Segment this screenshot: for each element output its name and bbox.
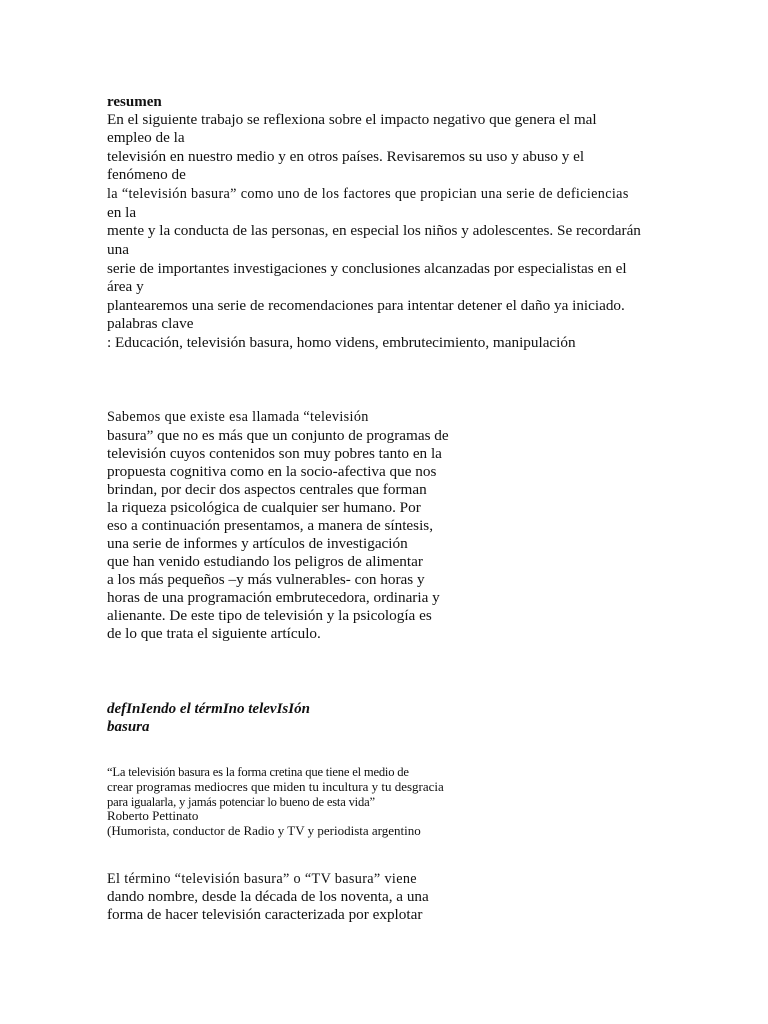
intro-line: una serie de informes y artículos de investigación xyxy=(107,535,408,552)
section-title: basura xyxy=(107,719,150,735)
closing-line: El término “televisión basura” o “TV basura” viene xyxy=(107,871,417,887)
resumen-line: área y xyxy=(107,278,144,295)
intro-line: alienante. De este tipo de televisión y la psicología es xyxy=(107,607,432,624)
closing-line: dando nombre, desde la década de los noventa, a una xyxy=(107,888,429,905)
resumen-line: la “televisión basura” como uno de los factores que propician una serie de deficiencias xyxy=(107,186,629,202)
intro-line: que han venido estudiando los peligros de alimentar xyxy=(107,553,423,570)
intro-line: televisión cuyos contenidos son muy pobres tanto en la xyxy=(107,445,442,462)
resumen-line: En el siguiente trabajo se reflexiona sobre el impacto negativo que genera el mal xyxy=(107,111,597,128)
resumen-line: en la xyxy=(107,204,137,221)
intro-line: brindan, por decir dos aspectos centrales que forman xyxy=(107,481,427,498)
resumen-line: serie de importantes investigaciones y conclusiones alcanzadas por especialistas en el xyxy=(107,260,627,277)
resumen-line: mente y la conducta de las personas, en especial los niños y adolescentes. Se recordarán xyxy=(107,222,641,239)
closing-line: forma de hacer televisión caracterizada por explotar xyxy=(107,906,423,923)
intro-line: eso a continuación presentamos, a manera de síntesis, xyxy=(107,517,434,534)
resumen-line: una xyxy=(107,241,129,258)
resumen-heading: resumen xyxy=(107,94,162,110)
intro-line: Sabemos que existe esa llamada “televisión xyxy=(107,409,369,425)
intro-line: horas de una programación embrutecedora, ordinaria y xyxy=(107,589,440,606)
intro-line: propuesta cognitiva como en la socio-afectiva que nos xyxy=(107,463,437,480)
intro-line: de lo que trata el siguiente artículo. xyxy=(107,625,321,642)
quote-line: “La televisión basura es la forma cretina que tiene el medio de xyxy=(107,765,409,779)
intro-line: basura” que no es más que un conjunto de programas de xyxy=(107,427,449,444)
keywords-list: : Educación, televisión basura, homo videns, embrutecimiento, manipulación xyxy=(107,334,576,351)
intro-line: a los más pequeños –y más vulnerables- con horas y xyxy=(107,571,425,588)
resumen-line: plantearemos una serie de recomendaciones para intentar detener el daño ya iniciado. xyxy=(107,297,625,314)
quote-author-description: (Humorista, conductor de Radio y TV y periodista argentino xyxy=(107,823,421,838)
keywords-label: palabras clave xyxy=(107,315,194,332)
resumen-line: fenómeno de xyxy=(107,166,186,183)
resumen-line: televisión en nuestro medio y en otros países. Revisaremos su uso y abuso y el xyxy=(107,148,585,165)
intro-line: la riqueza psicológica de cualquier ser humano. Por xyxy=(107,499,421,516)
resumen-line: empleo de la xyxy=(107,129,185,146)
quote-author: Roberto Pettinato xyxy=(107,808,199,823)
quote-line: para igualarla, y jamás potenciar lo bueno de esta vida” xyxy=(107,795,375,809)
section-title: defInIendo el térmIno televIsIón xyxy=(107,701,310,717)
quote-line: crear programas mediocres que miden tu incultura y tu desgracia xyxy=(107,779,444,794)
